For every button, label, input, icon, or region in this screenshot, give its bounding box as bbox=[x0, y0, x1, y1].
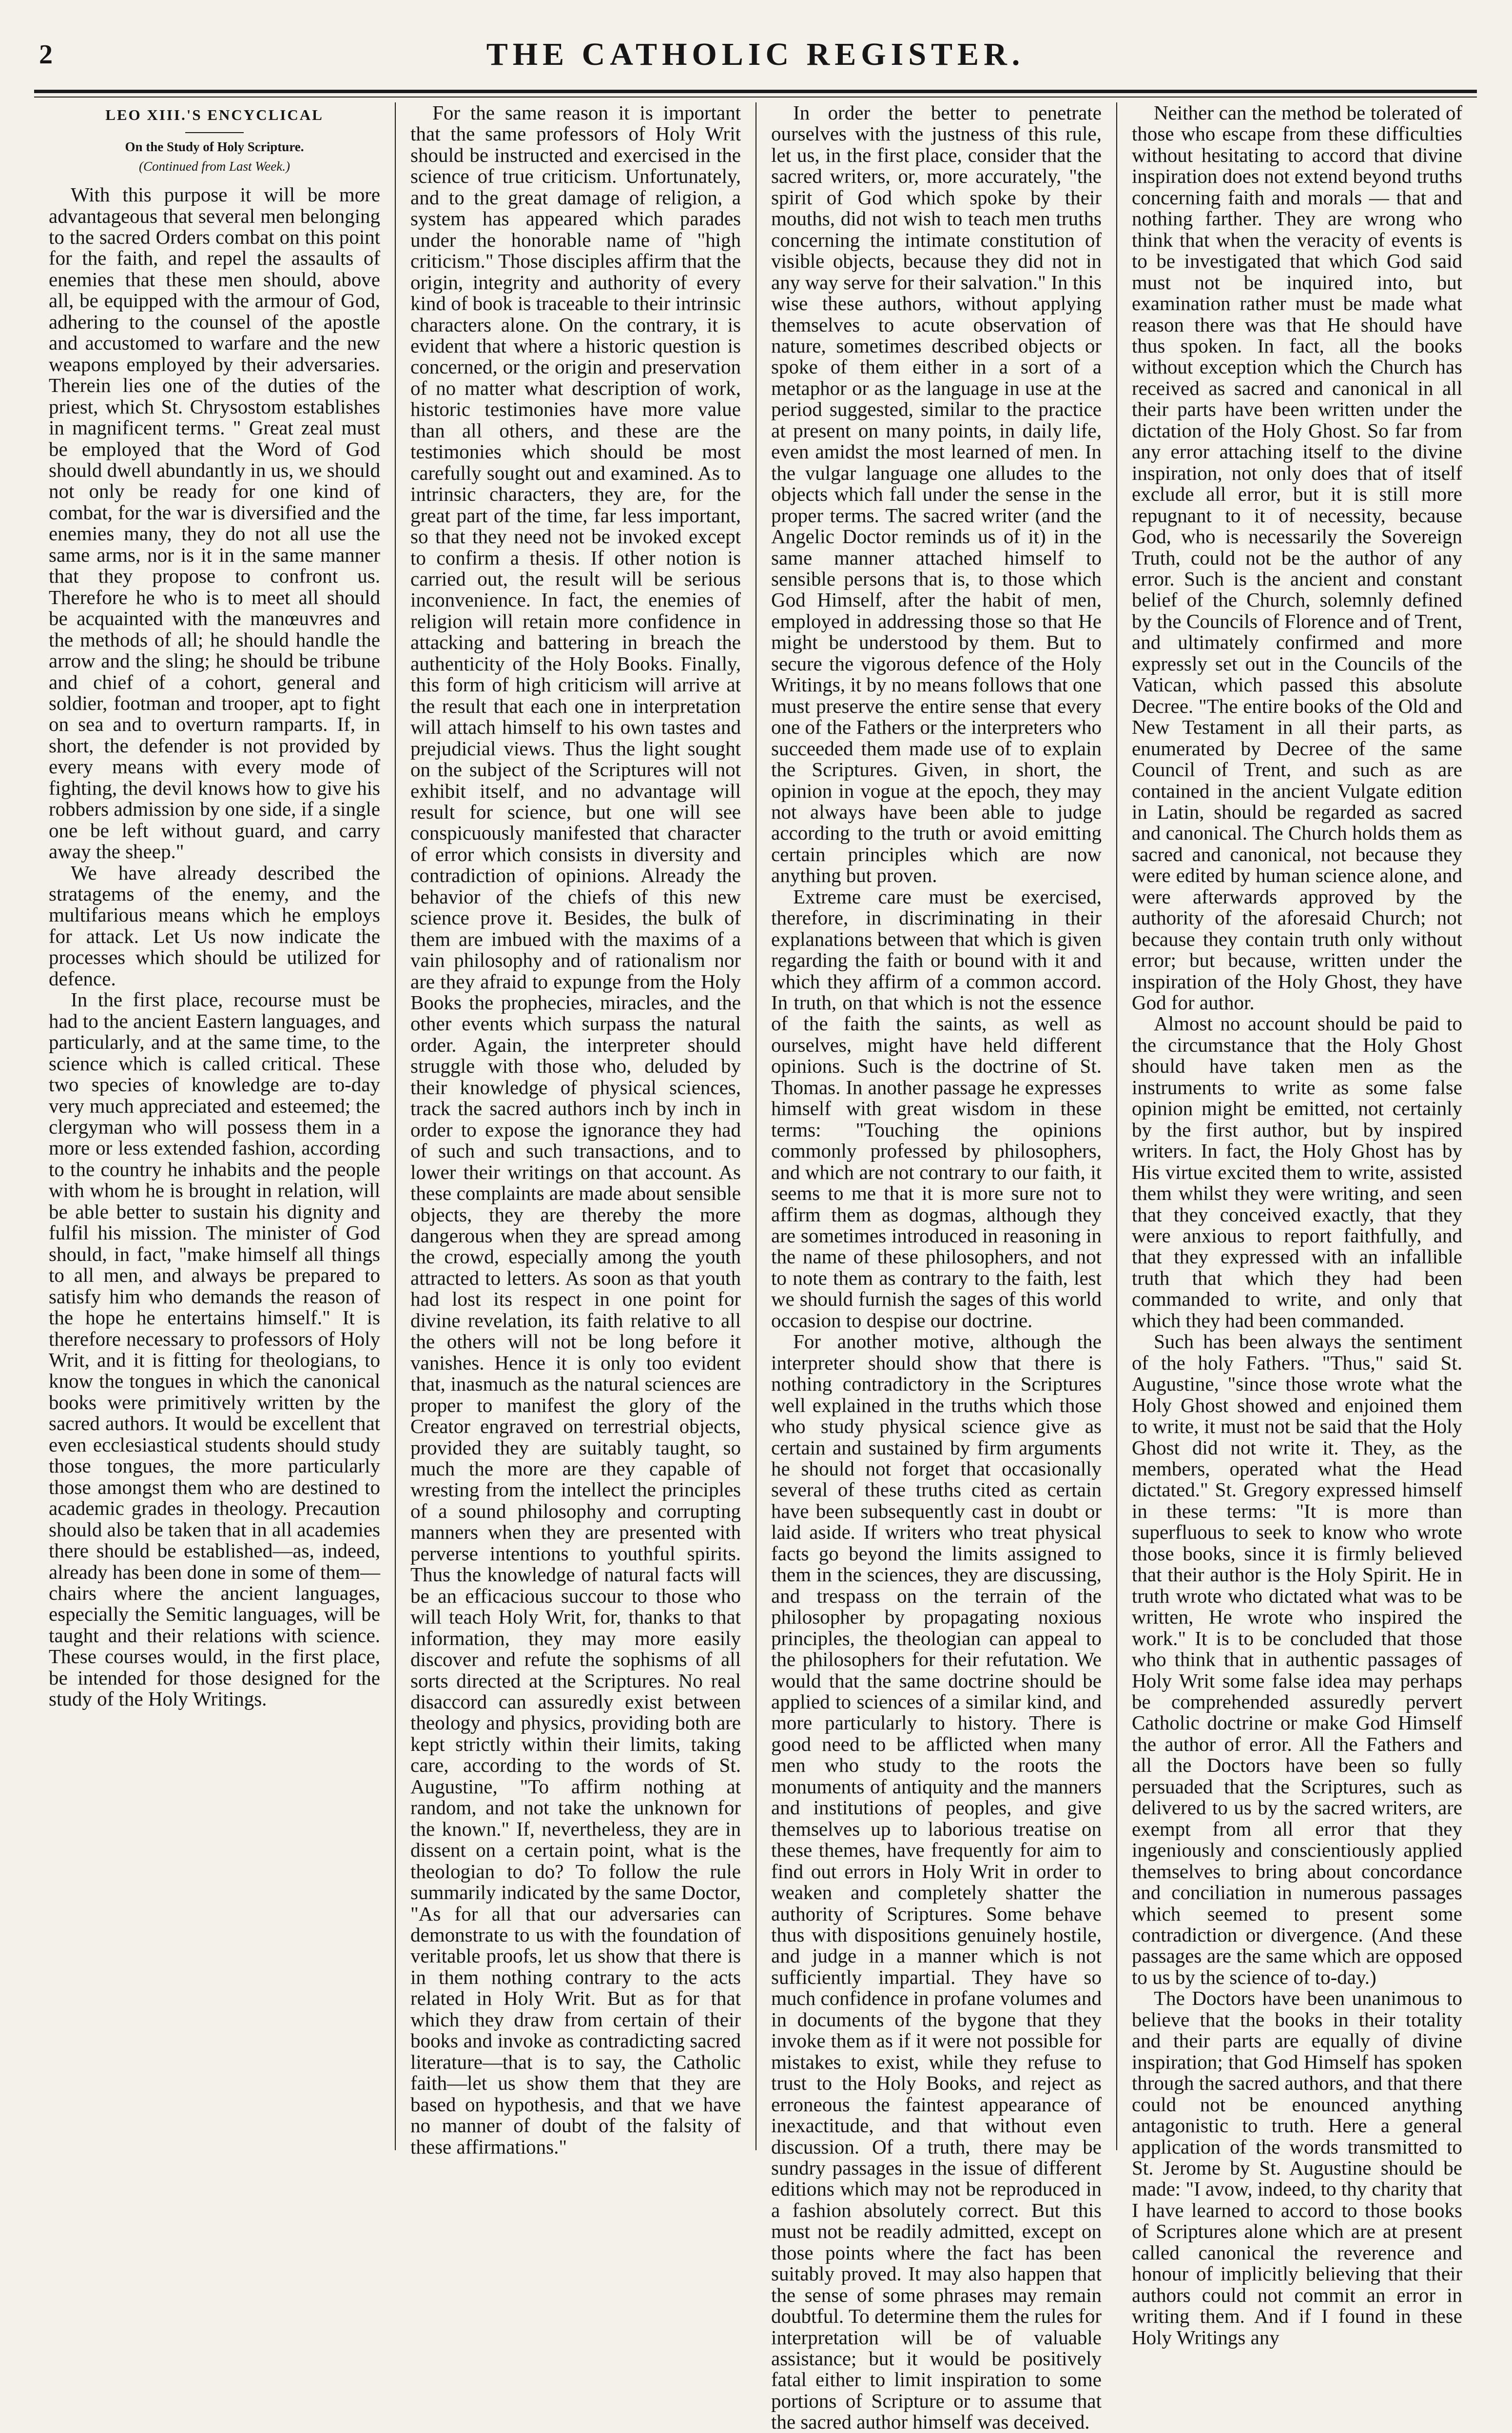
article-title: LEO XIII.'S ENCYCLICAL bbox=[105, 106, 324, 123]
paragraph: We have already described the stratagems of the enemy, and the multifarious means which he employs for attack. Let Us now indicate the processes which should be utilized for defence. bbox=[49, 861, 380, 990]
column-1 bbox=[34, 102, 395, 2150]
column-3 bbox=[756, 101, 1116, 2433]
article-subtitle: On the Study of Holy Scripture. bbox=[125, 139, 304, 154]
paragraph: Such has been always the sentiment of the holy Fathers. "Thus," said St. Augustine, "since those wrote what the Holy Ghost showed and enjoined them to write, it must not be said that the Holy Ghost did not write it. They, as the members, operated what the Head dictated." St. Gregory expressed himself in these terms: "It is more than superfluous to seek to know who wrote those books, since it is firmly believed that their author is the Holy Spirit. He in truth wrote who dictated what was to be written, He wrote who inspired the work." It is to be concluded that those who think that in authentic passages of Holy Writ some false idea may perhaps be comprehended assuredly pervert Catholic doctrine or make God Himself the author of error. All the Fathers and all the Doctors have been so fully persuaded that the Scriptures, such as delivered to us by the sacred writers, are exempt from all error that they ingeniously and conscientiously applied themselves to bring about concordance and conciliation in numerous passages which seemed to present some contradiction or divergence. (And these passages are the same which are opposed to us by the science of to-day.) bbox=[1132, 1330, 1462, 1988]
title-divider bbox=[185, 132, 244, 133]
paragraph: In the first place, recourse must be had to the ancient Eastern languages, and particularly, and at the same time, to the science which is called critical. These two species of knowledge are to-day very much appreciated and esteemed; the clergyman who will possess them in a more or less extended fashion, according to the country he inhabits and the people with whom he is brought in relation, will be able better to sustain his dignity and fulfil his mission. The minister of God should, in fact, "make himself all things to all men, and always be prepared to satisfy him who demands the reason of the hope he entertains himself." It is therefore necessary to professors of Holy Writ, and it is fitting for theologians, to know the tongues in which the canonical books were primitively written by the sacred authors. It would be excellent that even ecclesiastical students should study those tongues, the more particularly those amongst them who are destined to academic grades in theology. Precaution should also be taken that in all academies there should be established—as, indeed, already has been done in some of them—chairs where the ancient languages, especially the Semitic languages, will be taught and their relations with science. These courses would, in the first place, be intended for those designed for the study of the Holy Writings. bbox=[49, 988, 380, 1710]
article-columns bbox=[34, 101, 1477, 2433]
paragraph: In order the better to penetrate ourselves with the justness of this rule, let us, in the first place, consider that the sacred writers, or, more accurately, "the spirit of God which spoke by their mouths, did not wish to teach men truths concerning the intimate constitution of visible objects, because they did not in any way serve for their salvation." In this wise these authors, without applying themselves to acute observation of nature, sometimes described objects or spoke of them either in a sort of a metaphor or as the language in use at the period suggested, similar to the practice at present on many points, in daily life, even amidst the most learned of men. In the vulgar language one alludes to the objects which fall under the sense in the proper terms. The sacred writer (and the Angelic Doctor reminds us of it) in the same manner attached himself to sensible persons that is, to those which God Himself, after the habit of men, employed in addressing those so that He might be understood by them. But to secure the vigorous defence of the Holy Writings, it by no means follows that one must preserve the entire sense that every one of the Fathers or the interpreters who succeeded them made use of to explain the Scriptures. Given, in short, the opinion in vogue at the epoch, they may not always have been able to judge according to the truth or avoid emitting certain principles which are now anything but proven. bbox=[771, 101, 1102, 887]
paragraph: Extreme care must be exercised, therefore, in discriminating in their explanations between that which is given regarding the faith or bound with it and which they affirm of a common accord. In truth, on that which is not the essence of the faith the saints, as well as ourselves, might have held different opinions. Such is the doctrine of St. Thomas. In another passage he expresses himself with great wisdom in these terms: "Touching the opinions commonly professed by philosophers, and which are not contrary to our faith, it seems to me that it is more sure not to affirm them as dogmas, although they are sometimes introduced in reasoning in the name of these philosophers, and not to note them as contrary to the faith, lest we should furnish the sages of this world occasion to despise our doctrine. bbox=[771, 885, 1102, 1332]
paragraph: For the same reason it is important that the same professors of Holy Writ should be instructed and exercised in the science of true criticism. Unfortunately, and to the great damage of religion, a system has appeared which parades under the honorable name of "high criticism." Those disciples affirm that the origin, integrity and authority of every kind of book is traceable to their intrinsic characters alone. On the contrary, it is evident that where a historic question is concerned, or the origin and preservation of no matter what description of work, historic testimonies have more value than all others, and these are the testimonies which should be most carefully sought out and examined. As to intrinsic characters, they are, for the great part of the time, far less important, so that they need not be invoked except to confirm a thesis. If other notion is carried out, the result will be serious inconvenience. In fact, the enemies of religion will retain more confidence in attacking and battering in breach the authenticity of the Holy Books. Finally, this form of high criticism will arrive at the result that each one in interpretation will attach himself to his own tastes and prejudicial views. Thus the light sought on the subject of the Scriptures will not exhibit itself, and no advantage will result for science, but one will see conspicuously manifested that character of error which consists in diversity and contradiction of opinions. Already the behavior of the chiefs of this new science prove it. Besides, the bulk of them are imbued with the maxims of a vain philosophy and of rationalism nor are they afraid to expunge from the Holy Books the prophecies, miracles, and the other events which surpass the natural order. Again, the interpreter should struggle with those who, deluded by their knowledge of physical sciences, track the sacred authors inch by inch in order to expose the ignorance they had of such and such transactions, and to lower their writings on that account. As these complaints are made about sensible objects, they are thereby the more dangerous when they are spread among the crowd, especially among the youth attracted to letters. As soon as that youth had lost its respect in one point for divine revelation, its faith relative to all the others will not be long before it vanishes. Hence it is only too evident that, inasmuch as the natural sciences are proper to manifest the glory of the Creator engraved on terrestrial objects, provided they are suitably taught, so much the more are they capable of wresting from the intellect the principles of a sound philosophy and corrupting manners when they are presented with perverse intentions to youthful spirits. Thus the knowledge of natural facts will be an efficacious succour to those who will teach Holy Writ, for, thanks to that information, they may more easily discover and refute the sophisms of all sorts directed at the Scriptures. No real disaccord can assuredly exist between theology and physics, providing both are kept strictly within their limits, taking care, according to the words of St. Augustine, "To affirm nothing at random, and not take the unknown for the known." If, nevertheless, they are in dissent on a certain point, what is the theologian to do? To follow the rule summarily indicated by the same Doctor, "As for all that our adversaries can demonstrate to us with the foundation of veritable proofs, let us show that there is in them nothing contrary to the acts related in Holy Writ. But as for that which they draw from certain of their books and invoke as contradicting sacred literature—that is to say, the Catholic faith—let us show them that they are based on hypothesis, and that we have no manner of doubt of the falsity of these affirmations." bbox=[410, 101, 741, 2158]
page-number: 2 bbox=[39, 39, 53, 70]
paragraph: With this purpose it will be more advantageous that several men belonging to the sacred Orders combat on this point for the faith, and repel the assaults of enemies that these men should, above all, be equipped with the armour of God, adhering to the counsel of the apostle and accustomed to warfare and the new weapons employed by their adversaries. Therein lies one of the duties of the priest, which St. Chrysostom establishes in magnificent terms. " Great zeal must be employed that the Word of God should dwell abundantly in us, we should not only be ready for one kind of combat, for the war is diversified and the enemies many, they do not all use the same arms, nor is it in the same manner that they propose to confront us. Therefore he who is to meet all should be acquainted with the manœuvres and the methods of all; he should handle the arrow and the sling; he should be tribune and chief of a cohort, general and soldier, footman and trooper, apt to fight on sea and to overturn ramparts. If, in short, the defender is not provided by every means with every mode of fighting, the devil knows how to give his robbers admission by one side, if a single one be left without guard, and carry away the sheep." bbox=[49, 183, 380, 863]
column-4 bbox=[1116, 101, 1477, 2349]
column-2 bbox=[395, 101, 756, 2158]
masthead: THE CATHOLIC REGISTER. bbox=[486, 37, 1025, 72]
page-header bbox=[34, 34, 1477, 88]
paragraph: Almost no account should be paid to the circumstance that the Holy Ghost should have taken men as the instruments to write as some false opinion might be emitted, not certainly by the first author, but by inspired writers. In fact, the Holy Ghost has by His virtue excited them to write, assisted them whilst they were writing, and seen that they conceived exactly, that they were anxious to report faithfully, and that they expressed with an infallible truth that which they had been commanded to write, and only that which they had been commanded. bbox=[1132, 1012, 1462, 1332]
paragraph: For another motive, although the interpreter should show that there is nothing contradictory in the Scriptures well explained in the truths which those who study physical science give as certain and sustained by firm arguments he should not forget that occasionally several of these truths cited as certain have been subsequently cast in doubt or laid aside. If writers who treat physical facts go beyond the limits assigned to them in the sciences, they are discussing, and trespass on the terrain of the philosopher by propagating noxious principles, the theologian can appeal to the philosophers for their refutation. We would that the same doctrine should be applied to sciences of a similar kind, and more particularly to history. There is good need to be afflicted when many men who study to the roots the monuments of antiquity and the manners and institutions of peoples, and give themselves up to laborious treatise on these themes, have frequently for aim to find out errors in Holy Writ in order to weaken and completely shatter the authority of Scriptures. Some behave thus with dispositions genuinely hostile, and judge in a manner which is not sufficiently impartial. They have so much confidence in profane volumes and in documents of the bygone that they invoke them as if it were not possible for mistakes to exist, while they refuse to trust to the Holy Books, and reject as erroneous the faintest appearance of inexactitude, and that without even discussion. Of a truth, there may be sundry passages in the issue of different editions which may not be reproduced in a fashion absolutely correct. But this must not be readily admitted, except on those points where the fact has been suitably proved. It may also happen that the sense of some phrases may remain doubtful. To determine them the rules for interpretation will be of valuable assistance; but it would be positively fatal either to limit inspiration to some portions of Scripture or to assume that the sacred author himself was deceived. bbox=[771, 1330, 1102, 2433]
header-rule-thick bbox=[34, 90, 1477, 93]
header-rule-thin bbox=[34, 97, 1477, 98]
paragraph: Neither can the method be tolerated of those who escape from these difficulties without hesitating to accord that divine inspiration does not extend beyond truths concerning faith and morals — that and nothing farther. They are wrong who think that when the veracity of events is to be investigated that which God said must not be inquired into, but examination rather must be made what reason there was that He should have thus spoken. In fact, all the books without exception which the Church has received as sacred and canonical in all their parts have been written under the dictation of the Holy Ghost. So far from any error attaching itself to the divine inspiration, not only does that of itself exclude all error, but it is still more repugnant to it of necessity, because God, who is necessarily the Sovereign Truth, could not be the author of any error. Such is the ancient and constant belief of the Church, solemnly defined by the Councils of Florence and of Trent, and ultimately confirmed and more expressly set out in the Councils of the Vatican, which passed this absolute Decree. "The entire books of the Old and New Testament in all their parts, as enumerated by Decree of the same Council of Trent, and such as are contained in the ancient Vulgate edition in Latin, should be regarded as sacred and canonical. The Church holds them as sacred and canonical, not because they were edited by human science alone, and were afterwards approved by the authority of the aforesaid Church; not because they contain truth only without error; but because, written under the inspiration of the Holy Ghost, they have God for author. bbox=[1132, 101, 1462, 1014]
continued-note: (Continued from Last Week.) bbox=[139, 159, 290, 174]
paragraph: The Doctors have been unanimous to believe that the books in their totality and their parts are equally of divine inspiration; that God Himself has spoken through the sacred authors, and that there could not be enounced anything antagonistic to truth. Here a general application of the words transmitted to St. Jerome by St. Augustine should be made: "I avow, indeed, to thy charity that I have learned to accord to those books of Scriptures alone which are at present called canonical the reverence and honour of implicitly believing that their authors could not commit an error in writing them. And if I found in these Holy Writings any bbox=[1132, 1987, 1462, 2349]
